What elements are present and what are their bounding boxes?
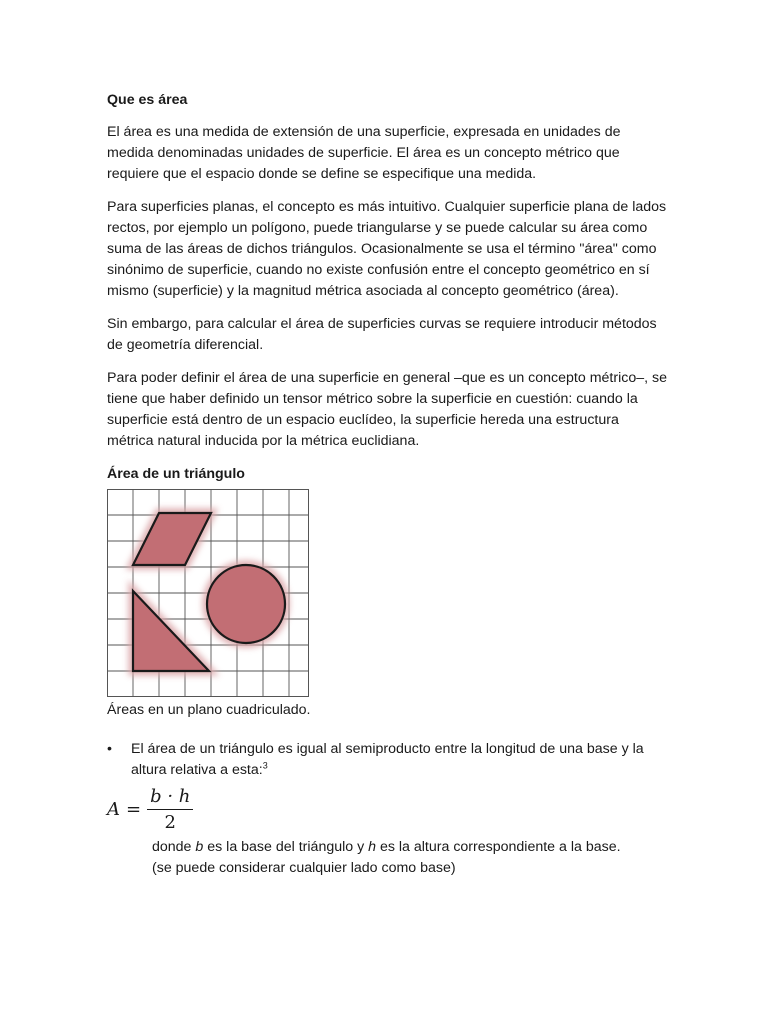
- formula-denominator: 2: [164, 811, 176, 833]
- reference-footnote-link[interactable]: 3: [262, 760, 268, 771]
- list-item: [107, 739, 667, 781]
- area-formula: [107, 783, 667, 835]
- explanation-line-2: (se puede considerar cualquier lado como base): [152, 860, 456, 876]
- paragraph-4: Para poder definir el área de una superficie en general –que es un concepto métrico–, se tiene que haber definido un tensor métrico sobre la superficie en cuestión: cuando la superficie está dentro de un espacio euclídeo, la superficie hereda una estructura métrica natural inducida por la métrica euclidiana.: [107, 370, 667, 449]
- document-content: [107, 90, 667, 879]
- formula-numerator: b · h: [147, 786, 193, 810]
- heading-que-es-area: Que es área: [107, 92, 188, 108]
- formula-fraction: [147, 786, 193, 833]
- bullet-marker: •: [107, 741, 112, 757]
- explanation-text: es la altura correspondiente a la base.: [376, 839, 621, 855]
- explanation-text: donde: [152, 839, 196, 855]
- bullet-text: El área de un triángulo es igual al semiproducto entre la longitud de una base y la altura relativa a esta:: [131, 741, 644, 778]
- formula-equals: =: [126, 798, 142, 820]
- paragraph-2: Para superficies planas, el concepto es más intuitivo. Cualquier superficie plana de lados rectos, por ejemplo un polígono, puede triangularse y se puede calcular su área como suma de las áreas de dichos triángulos. Ocasionalmente se usa el término "área" como sinónimo de superficie, cuando no existe confusión entre el concepto geométrico en sí mismo (superficie) y la magnitud métrica asociada al concepto geométrico (área).: [107, 199, 667, 299]
- formula-lhs: A: [107, 798, 120, 820]
- formula-explanation: [107, 837, 667, 879]
- variable-h: h: [368, 839, 377, 855]
- grid-areas-svg: [107, 489, 309, 697]
- paragraph-1: El área es una medida de extensión de una superficie, expresada en unidades de medida denominadas unidades de superficie. El área es un concepto métrico que requiere que el espacio donde se define se especifique una medida.: [107, 124, 621, 182]
- figure-caption: Áreas en un plano cuadriculado.: [107, 702, 311, 718]
- explanation-line-1: [152, 837, 667, 858]
- grid-areas-figure: [107, 489, 309, 697]
- heading-area-triangulo: Área de un triángulo: [107, 466, 245, 482]
- bullet-list: [107, 739, 667, 781]
- circle-shape: [207, 565, 285, 643]
- explanation-text: es la base del triángulo y: [203, 839, 369, 855]
- paragraph-3: Sin embargo, para calcular el área de superficies curvas se requiere introducir métodos de geometría diferencial.: [107, 316, 657, 353]
- variable-b: b: [195, 839, 204, 855]
